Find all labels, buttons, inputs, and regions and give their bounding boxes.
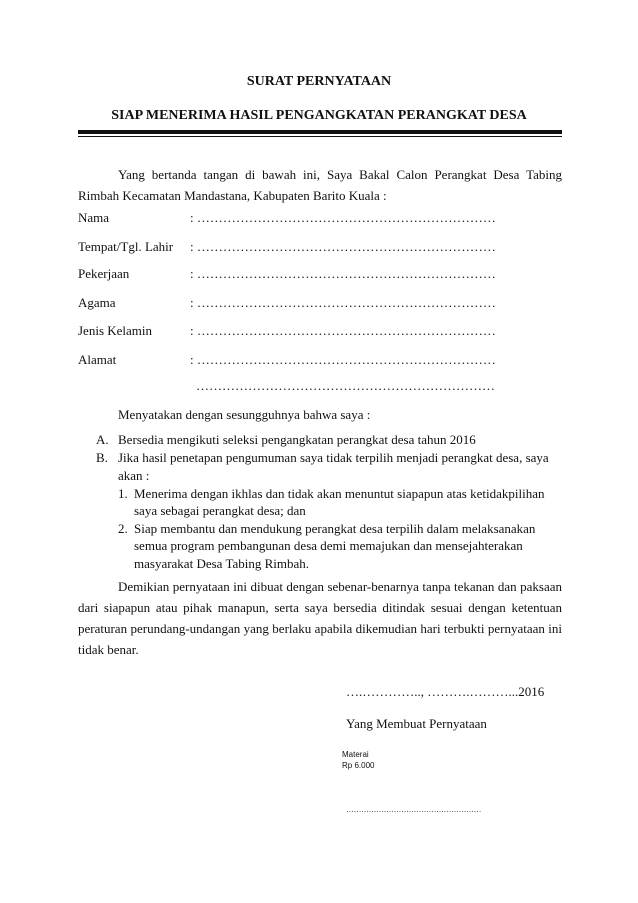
date-line: ….………….., ……….………...2016	[346, 684, 545, 699]
sub-item-2-line1: Siap membantu dan mendukung perangkat desa terpilih dalam melaksanakan	[134, 521, 536, 536]
title-divider-thin	[78, 136, 562, 137]
field-label-nama: Nama	[78, 210, 110, 225]
signature-line: ………………………………………………	[346, 805, 481, 814]
field-value-alamat-continuation: ……………………………………………………………	[196, 378, 495, 393]
document-title: SURAT PERNYATAAN	[246, 74, 392, 89]
item-a-text: Bersedia mengikuti seleksi pengangkatan perangkat desa tahun 2016	[118, 432, 476, 447]
field-value-alamat: : ……………………………………………………………	[190, 352, 496, 367]
title-divider	[78, 130, 562, 134]
field-label-pekerjaan: Pekerjaan	[78, 266, 130, 281]
field-value-tempat-tgl-lahir: : ……………………………………………………………	[190, 239, 496, 254]
sub-item-2-line3: masyarakat Desa Tabing Rimbah.	[134, 556, 310, 571]
sub-item-1-line1: Menerima dengan ikhlas dan tidak akan menuntut siapapun atas ketidakpilihan	[134, 486, 545, 501]
field-value-pekerjaan: : ……………………………………………………………	[190, 266, 496, 281]
intro-paragraph: Yang bertanda tangan di bawah ini, Saya Bakal Calon Perangkat Desa Tabing Rimbah Kecamatan Mandastana, Kabupaten Barito Kuala :	[78, 167, 562, 203]
item-b-letter: B.	[96, 450, 108, 465]
materai-label: Materai	[342, 750, 369, 759]
item-a-letter: A.	[96, 432, 109, 447]
document-subtitle: SIAP MENERIMA HASIL PENGANGKATAN PERANGKAT DESA	[111, 108, 527, 123]
field-value-agama: : ……………………………………………………………	[190, 295, 496, 310]
field-label-agama: Agama	[78, 295, 116, 310]
sub-item-2-line2: semua program pembangunan desa demi memajukan dan mensejahterakan	[134, 538, 523, 553]
field-label-jenis-kelamin: Jenis Kelamin	[78, 323, 153, 338]
statement-intro: Menyatakan dengan sesungguhnya bahwa saya :	[118, 407, 371, 422]
sub-item-2-number: 2.	[118, 521, 128, 536]
field-value-nama: : ……………………………………………………………	[190, 210, 496, 225]
item-b-text-line1: Jika hasil penetapan pengumuman saya tidak terpilih menjadi perangkat desa, saya	[118, 450, 549, 465]
closing-paragraph: Demikian pernyataan ini dibuat dengan sebenar-benarnya tanpa tekanan dan paksaan dari siapapun atau pihak manapun, serta saya bersedia ditindak sesuai dengan ketentuan peraturan perundang-undangan yang berlaku apabila dikemudian hari terbukti pernyataan ini tidak benar.	[78, 579, 562, 657]
sub-item-1-line2: saya sebagai perangkat desa; dan	[134, 503, 306, 518]
item-b-text-line2: akan :	[118, 468, 150, 483]
field-label-tempat-tgl-lahir: Tempat/Tgl. Lahir	[78, 239, 174, 254]
field-value-jenis-kelamin: : ……………………………………………………………	[190, 323, 496, 338]
sub-item-1-number: 1.	[118, 486, 128, 501]
signer-label: Yang Membuat Pernyataan	[346, 716, 487, 731]
field-label-alamat: Alamat	[78, 352, 117, 367]
materai-value: Rp 6.000	[342, 761, 375, 770]
